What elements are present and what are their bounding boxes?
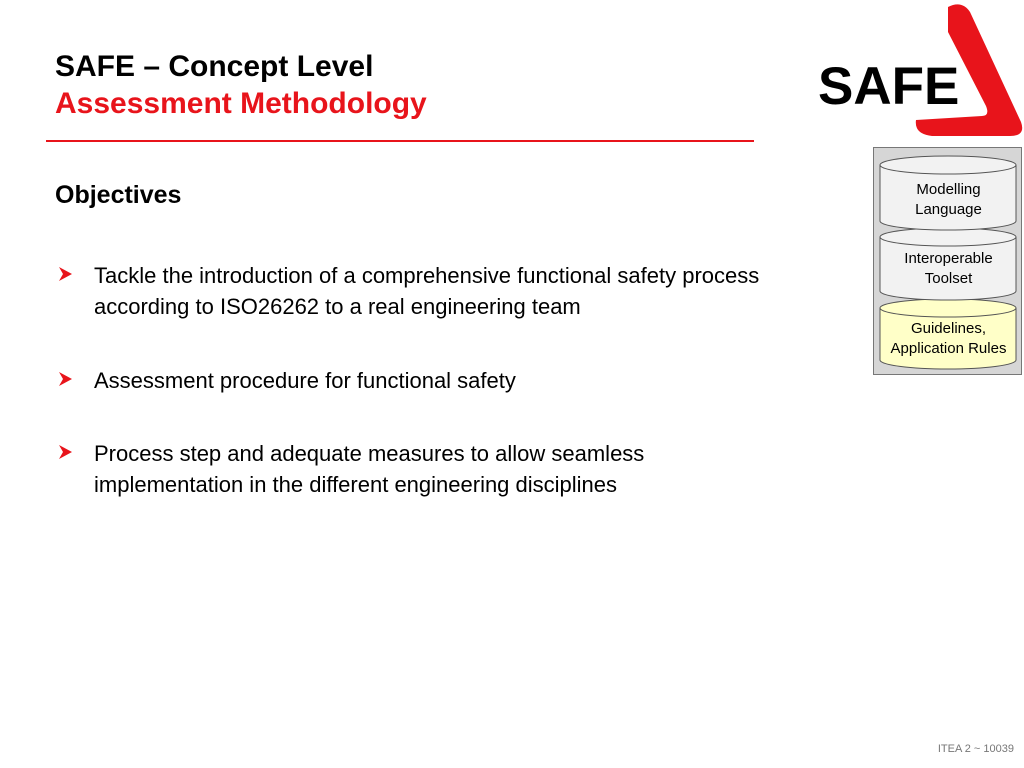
arrow-bullet-icon (57, 444, 73, 460)
bullet-text: Tackle the introduction of a comprehensive functional safety process according to ISO26262 to a real engineering team (94, 263, 760, 319)
modelling-language-label: Modelling Language (915, 181, 982, 218)
safe-logo (812, 2, 1024, 142)
layer-stack-diagram (873, 147, 1022, 375)
slide-title: SAFE – Concept Level (55, 50, 374, 83)
interoperable-toolset-label: Interoperable Toolset (904, 250, 993, 287)
arrow-bullet-icon (57, 371, 73, 387)
bullet-text: Process step and adequate measures to allow seamless implementation in the different engineering disciplines (94, 441, 645, 497)
arrow-bullet-icon (57, 266, 73, 282)
bullet-text: Assessment procedure for functional safety (94, 368, 516, 393)
slide-subtitle: Assessment Methodology (55, 87, 427, 120)
footer-text: ITEA 2 ~ 10039 (937, 743, 1014, 755)
logo-text: SAFE (818, 57, 960, 116)
guidelines-label: Guidelines, Application Rules (890, 320, 1007, 357)
title-divider (46, 140, 754, 142)
section-heading: Objectives (55, 181, 182, 209)
